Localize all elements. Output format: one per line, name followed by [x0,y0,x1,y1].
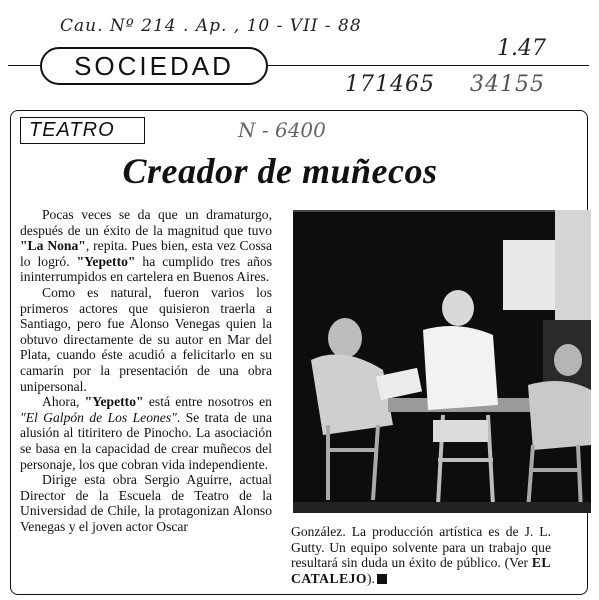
paragraph-3-text-b: está entre nosotros en [143,394,272,410]
handwritten-archive-code-2: 34155 [470,72,545,97]
paragraph-1-text-c: ha cumplido tres años ininterrumpidos en cartelera en Buenos Aires. [20,253,272,285]
article-column-left [20,207,272,534]
venue-name: "El Galpón de Los Leones" [20,409,177,425]
paragraph-3-text-a: Ahora, [42,394,85,410]
paragraph-1 [20,207,272,285]
handwritten-source-note: Cau. Nº 214 . Ap. , 10 - VII - 88 [60,16,362,36]
paragraph-4: Dirige esta obra Sergio Aguirre, actual Director de la Escuela de Teatro de la Universidad de Chile, la protagonizan Alonso Venegas y el joven actor Oscar [20,472,272,534]
article-column-right [291,524,551,586]
paragraph-1-text-a: Pocas veces se da que un dramaturgo, después de un éxito de la magnitud que tuvo [20,207,272,238]
kicker-box [20,117,145,144]
paragraph-5-text-b: ). [367,570,375,586]
handwritten-page-number: 1.47 [497,36,546,61]
handwritten-archive-code: 171465 [345,72,435,97]
paragraph-1-text-b: , repita. Pues bien, esta vez Cossa lo logró. [20,238,273,269]
stage-photo [293,210,591,513]
cross-reference: EL CATALEJO [291,555,551,586]
play-title-yepetto: "Yepetto" [76,253,136,269]
end-mark-icon [377,574,387,584]
paragraph-3 [20,394,272,472]
paragraph-5-text-a: González. La producción artística es de J. L. Gutty. Un equipo solvente para un trabajo que resultará sin duda un éxito de público. (Ver [291,524,551,571]
paragraph-3-text-c: . Se trata de una alusión al titiritero de Pinocho. La asociación se basa en la capacidad de crear muñecos del personaje, los que cobran vida independiente. [20,409,272,472]
paragraph-5 [291,524,551,586]
handwritten-annotation: N - 6400 [238,118,326,142]
play-title-yepetto-2: "Yepetto" [84,394,144,410]
section-title: SOCIEDAD [74,50,234,81]
play-title-la-nona: "La Nona" [20,238,86,254]
article-headline: Creador de muñecos [122,151,438,191]
article-kicker: TEATRO [29,119,115,141]
section-header [40,47,268,85]
paragraph-2: Como es natural, fueron varios los primeros actores que quisieron traerla a Santiago, pero fue Alonso Venegas quien la obtuvo directamente de su autor en Mar del Plata, cuando éste acudió a felicitarlo en su camarín por la presentación de una obra unipersonal. [20,284,272,394]
